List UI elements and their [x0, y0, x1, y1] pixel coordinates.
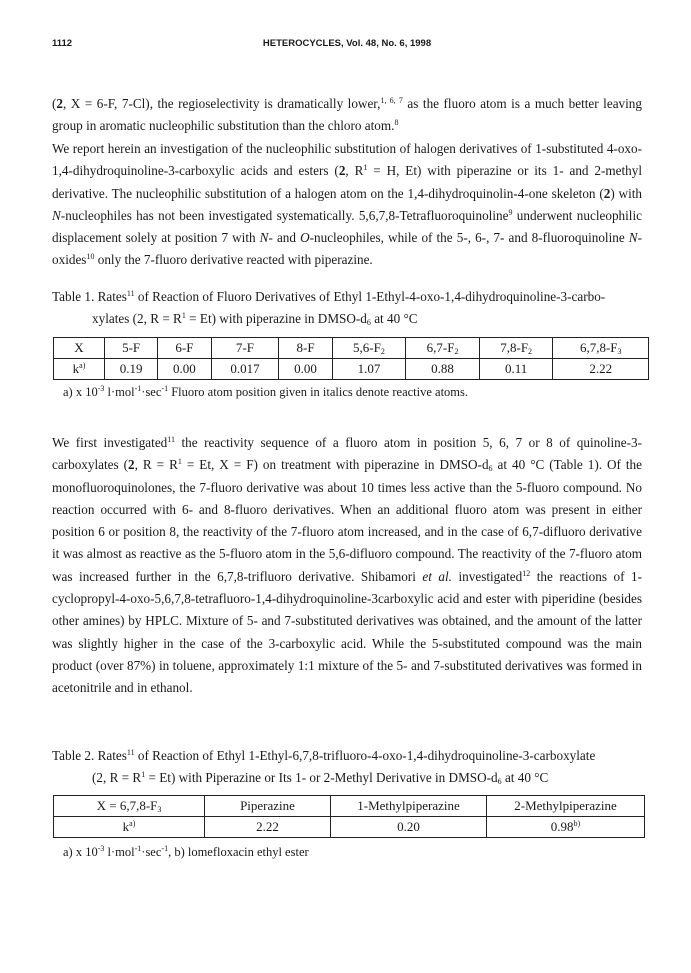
table1-value: 0.19 — [105, 359, 158, 380]
paragraph-report: We report herein an investigation of the nucleophilic substitution of halogen derivatives of 1-substituted 4-oxo-1,4-dihydroquinoline-3-carboxylic acids and esters (2, $R^1 = H$, Et) with piperazine or its 1- and 2-methyl derivative. The nucleophilic substitution of a halogen atom on the 1,4-dihydroquinolin-4-one skeleton (2) with N-nucleophiles has not been investigated systematically. 5,6,7,8-Tetrafluoroquinoline$^9$ underwent nucleophilic displacement solely at position 7 with N- and O-nucleophiles, while of the 5-, 6-, 7- and 8-fluoroquinoline N-oxides$^{10}$ only the 7-fluoro derivative reacted with piperazine. — [52, 141, 643, 268]
table1-value: 0.00 — [279, 359, 332, 380]
table1-col-56f2: $5,6-F_2$ — [332, 338, 406, 359]
table1-value: 0.00 — [158, 359, 211, 380]
paragraph-intro-continued: (2, X = 6-F, 7-Cl), the regioselectivity is dramatically lower,$^{1, 6, 7}$ as the fluoro atom is a much better leaving group in aromatic nucleophilic substitution than the chloro atom.$^8$ — [52, 96, 642, 134]
table1-footnote: a) x $10^{-3}$ $l\cdot mol^{-1}\cdot\sec^{-1}$ Fluoro atom position given in italics denote reactive atoms. — [63, 384, 469, 399]
table2-header-2-methylpiperazine: 2-Methylpiperazine — [487, 796, 645, 817]
table2-caption: Table 2. Rates$^{11}$ of Reaction of Ethyl 1-Ethyl-6,7,8-trifluoro-4-oxo-1,4-dihydroquinoline-3-carboxylate (2, $R = R^1 = Et$) with Piperazine or Its 1- or 2-Methyl Derivative in DMSO-$d_6$ at 40 °C — [52, 748, 596, 786]
running-header — [52, 38, 642, 52]
table1-col-67f2: $6,7-F_2$ — [406, 338, 480, 359]
table1-value: 1.07 — [332, 359, 406, 380]
journal-title: HETEROCYCLES, Vol. 48, No. 6, 1998 — [262, 38, 432, 49]
table1-header-x: X — [54, 338, 105, 359]
table1-value: 0.88 — [406, 359, 480, 380]
table1-row-position — [54, 338, 649, 359]
table2-rates-row — [54, 817, 645, 838]
rates-table-2 — [53, 795, 645, 838]
table1-col-7f: 7-F — [211, 338, 279, 359]
table2-value: 0.98$^{b)}$ — [487, 817, 645, 838]
page-number: 1112 — [52, 38, 73, 49]
table1-col-678f3: $6,7,8-F_3$ — [553, 338, 649, 359]
table2-footnote: a) x $10^{-3}$ $l\cdot mol^{-1}\cdot\sec^{-1}$, b) lomefloxacin ethyl ester — [63, 844, 309, 859]
table2-header-1-methylpiperazine: 1-Methylpiperazine — [331, 796, 487, 817]
table1-col-78f2: $7,8-F_2$ — [479, 338, 553, 359]
table1-value: 0.017 — [211, 359, 279, 380]
table1-value: 2.22 — [553, 359, 649, 380]
table2-value: 0.20 — [331, 817, 487, 838]
table1-header-k: $k^{a)}$ — [54, 359, 105, 380]
table1-col-6f: 6-F — [158, 338, 211, 359]
paragraph-reactivity: We first investigated$^{11}$ the reactivity sequence of a fluoro atom in position 5, 6, 7 or 8 of quinoline-3-carboxylates (2, $R = R^1 = Et$, X = F) on treatment with piperazine in DMSO-$d_6$ at 40 °C (Table 1). Of the monofluoroquinolones, the 7-fluoro derivative was about 10 times less active than the 5-fluoro compound. No reaction occurred with 6- and 8-fluoro derivatives. When an additional fluoro atom was present in either position 6 or position 8, the reactivity of the 7-fluoro atom increased, and in the case of 6,7-difluoro derivative it was almost as reactive as the 5-fluoro atom in the 5,6-difluoro compound. The reactivity of the 7-fluoro atom was increased further in the 6,7,8-trifluoro derivative. Shibamori et al. investigated$^{12}$ the reactions of 1-cyclopropyl-4-oxo-5,6,7,8-tetrafluoro-1,4-dihydroquinoline-3carboxylic acid and ester with piperidine (besides other amines) by HPLC. Mixture of 5- and 7-substituted derivatives was obtained, and the amount of the latter was slightly higher in the case of the 3-carboxylic acid. While the 5-substituted compound was the main product (over 87%) in toluene, approximately 1:1 mixture of the 5- and 7-substituted derivatives was formed in acetonitrile and in ethanol. — [52, 435, 642, 696]
table2-header-piperazine: Piperazine — [205, 796, 331, 817]
table1-value: 0.11 — [479, 359, 553, 380]
table2-header-row — [54, 796, 645, 817]
table1-col-5f: 5-F — [105, 338, 158, 359]
rates-table-1 — [53, 337, 649, 380]
table2-value: 2.22 — [205, 817, 331, 838]
table2-row-k: $k^{a)}$ — [54, 817, 205, 838]
table1-caption: Table 1. Rates$^{11}$ of Reaction of Fluoro Derivatives of Ethyl 1-Ethyl-4-oxo-1,4-dihydroquinoline-3-carbo- xylates (2, $R = R^1 = Et$) with piperazine in DMSO-$d_6$ at 40 °C — [52, 289, 606, 327]
table1-col-8f: 8-F — [279, 338, 332, 359]
table2-header-x: $X = 6,7,8-F_3$ — [54, 796, 205, 817]
table1-row-rates — [54, 359, 649, 380]
